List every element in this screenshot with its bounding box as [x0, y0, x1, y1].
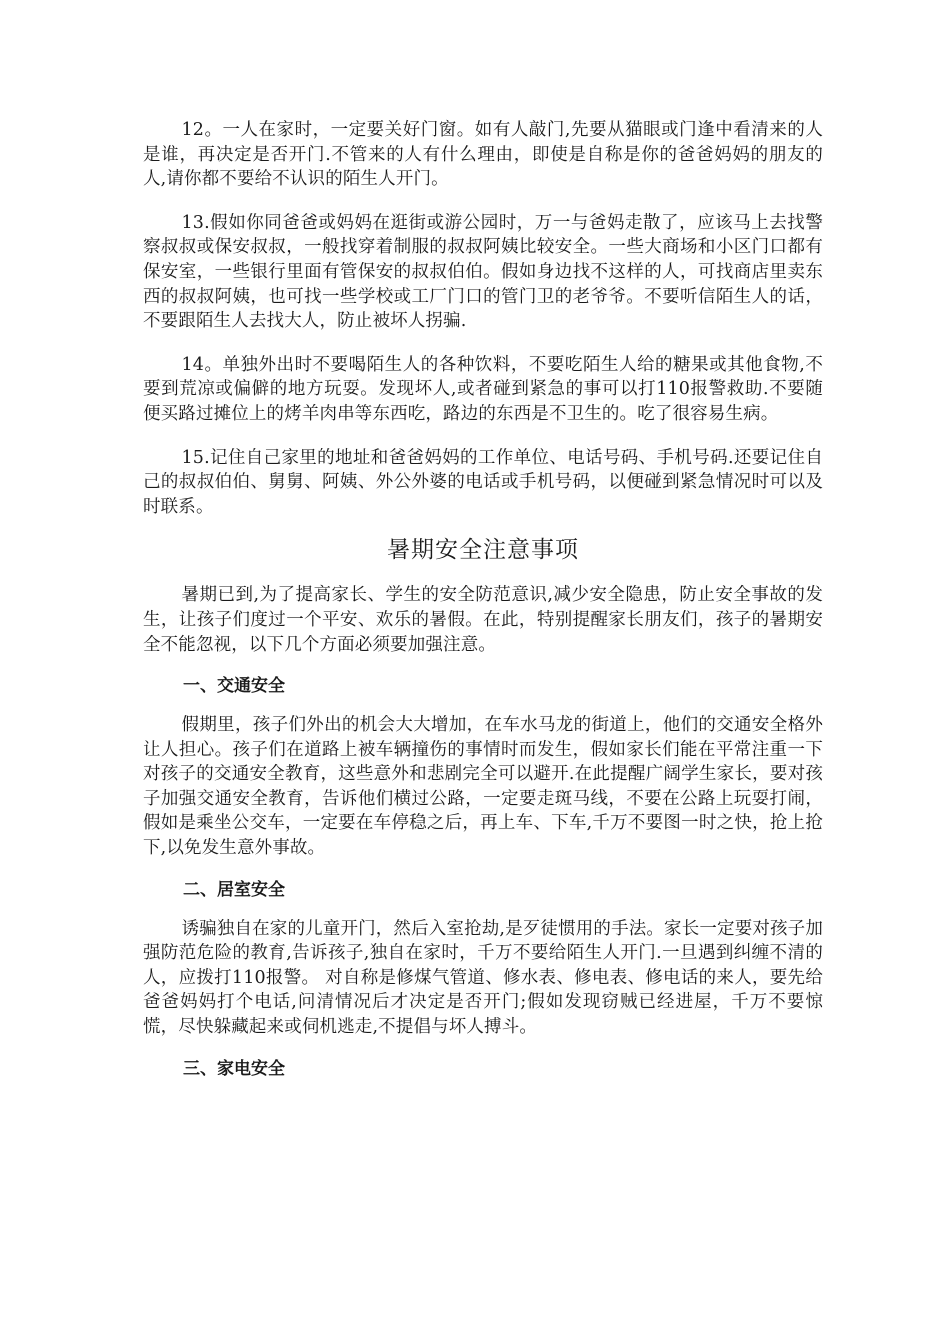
safety-item-15: 15.记住自己家里的地址和爸爸妈妈的工作单位、电话号码、手机号码.还要记住自己的叔叔伯伯、舅舅、阿姨、外公外婆的电话或手机号码，以便碰到紧急情况时可以及时联系。: [143, 447, 823, 517]
safety-item-13: 13.假如你同爸爸或妈妈在逛街或游公园时，万一与爸妈走散了，应该马上去找警察叔叔或保安叔叔，一般找穿着制服的叔叔阿姨比较安全。一些大商场和小区门口都有保安室，一些银行里面有管保安的叔叔伯伯。假如身边找不这样的人，可找商店里卖东西的叔叔阿姨，也可找一些学校或工厂门口的管门卫的老爷爷。不要听信陌生人的话，不要跟陌生人去找大人，防止被坏人拐骗.: [143, 212, 823, 332]
section-heading-appliance: 三、家电安全: [183, 1058, 285, 1079]
document-page: [143, 118, 823, 1096]
document-title: 暑期安全注意事项: [387, 537, 579, 564]
safety-item-14: 14。单独外出时不要喝陌生人的各种饮料，不要吃陌生人给的糖果或其他食物,不要到荒凉或偏僻的地方玩耍。发现坏人,或者碰到紧急的事可以打110报警救助.不要随便买路过摊位上的烤羊肉串等东西吃，路边的东西是不卫生的。吃了很容易生病。: [143, 354, 823, 424]
section-heading-home: 二、居室安全: [183, 879, 285, 900]
section-body-traffic: 假期里，孩子们外出的机会大大增加，在车水马龙的街道上，他们的交通安全格外让人担心。孩子们在道路上被车辆撞伤的事情时而发生，假如家长们能在平常注重一下对孩子的交通安全教育，这些意外和悲剧完全可以避开.在此提醒广阔学生家长，要对孩子加强交通安全教育，告诉他们横过公路，一定要走斑马线，不要在公路上玩耍打闹，假如是乘坐公交车，一定要在车停稳之后，再上车、下车,千万不要图一时之快，抢上抢下,以免发生意外事故。: [143, 715, 823, 859]
intro-paragraph: 暑期已到,为了提高家长、学生的安全防范意识,减少安全隐患，防止安全事故的发生，让孩子们度过一个平安、欢乐的暑假。在此，特别提醒家长朋友们，孩子的暑期安全不能忽视，以下几个方面必须要加强注意。: [143, 585, 823, 655]
section-body-home: 诱骗独自在家的儿童开门，然后入室抢劫,是歹徒惯用的手法。家长一定要对孩子加强防范危险的教育,告诉孩子,独自在家时，千万不要给陌生人开门.一旦遇到纠缠不清的人，应拨打110报警。 对自称是修煤气管道、修水表、修电表、修电话的来人，要先给爸爸妈妈打个电话,问清情况后才决定是否开门;假如发现窃贼已经进屋，千万不要惊慌，尽快躲藏起来或伺机逃走,不提倡与坏人搏斗。: [143, 918, 823, 1038]
section-heading-traffic: 一、交通安全: [183, 676, 285, 697]
safety-item-12: 12。一人在家时，一定要关好门窗。如有人敲门,先要从猫眼或门逢中看清来的人是谁，再决定是否开门.不管来的人有什么理由，即使是自称是你的爸爸妈妈的朋友的人,请你都不要给不认识的陌生人开门。: [143, 120, 823, 190]
